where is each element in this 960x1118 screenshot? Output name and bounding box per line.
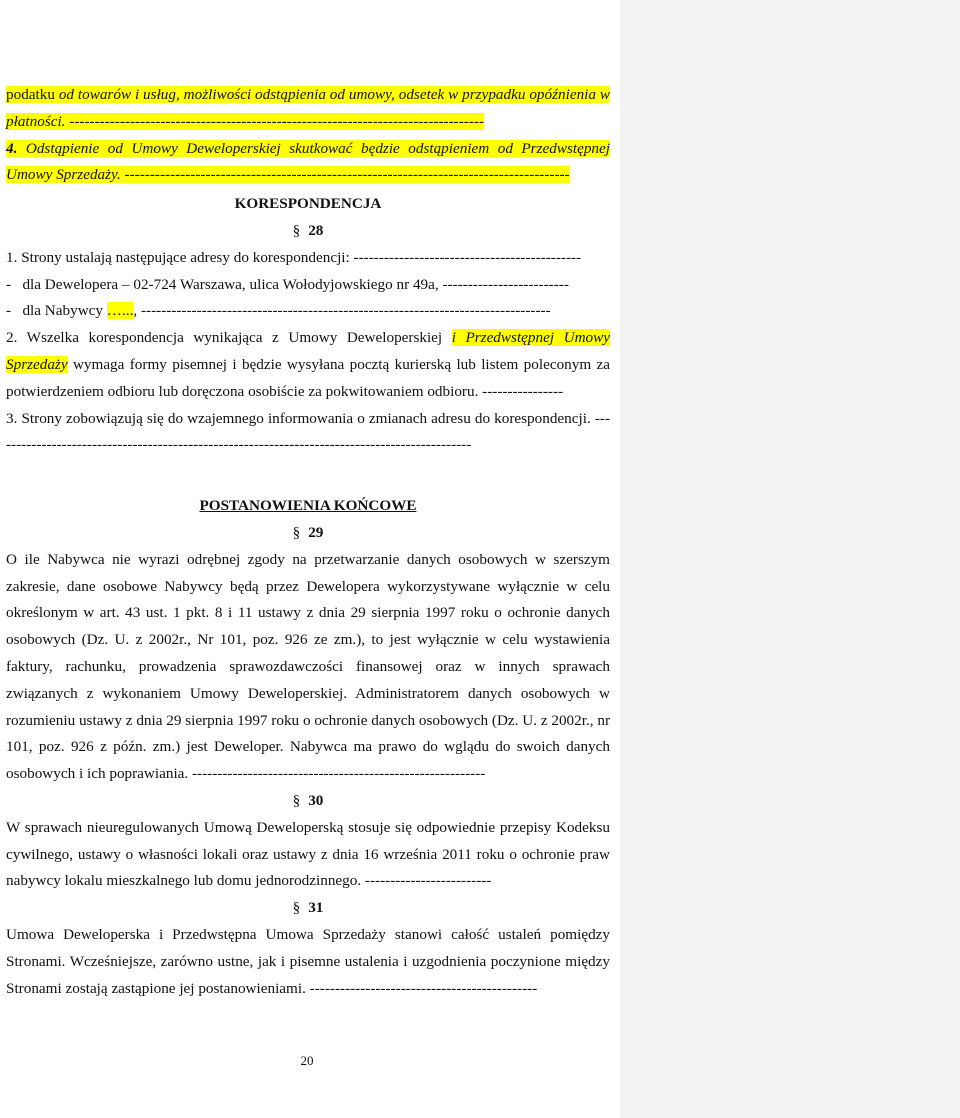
section-symbol: § xyxy=(292,791,301,809)
section-30-text: W sprawach nieuregulowanych Umową Deweloperską stosuje się odpowiednie przepisy Kodeksu cywilnego, ustawy o własności lokali oraz ustawy z dnia 16 września 2011 roku o ochronie praw nabywcy lokalu mieszkalnego lub domu jednorodzinnego. ------------------------- xyxy=(6,818,610,890)
kor-item-buyer: - dla Nabywcy …..., --------------------------------------------------------------------------------- xyxy=(6,302,551,320)
highlighted-text: podatku od towarów i usług, możliwości odstąpienia od umowy, odsetek w przypadku opóźnienia w płatności. ---------------------------------------------------------------------------------- xyxy=(6,86,611,130)
highlighted-text: 4. Odstąpienie od Umowy Deweloperskiej skutkować będzie odstąpieniem od Przedwstępnej Umowy Sprzedaży. ---------------------------------------------------------------------------------------- xyxy=(6,139,610,184)
section-symbol: § xyxy=(292,899,301,917)
heading-korespondencja: KORESPONDENCJA xyxy=(234,195,382,213)
comment-margin xyxy=(620,0,960,1118)
section-30: § 30 xyxy=(292,791,324,809)
section-symbol: § xyxy=(292,523,301,541)
section-28: § 28 xyxy=(292,221,324,239)
section-31-text: Umowa Deweloperska i Przedwstępna Umowa Sprzedaży stanowi całość ustaleń pomiędzy Stronami. Wcześniejsze, zarówno ustne, jak i pisemne ustalenia i uzgodnienia poczynione między Stronami zostają zastąpione jej postanowieniami. --------------------------------------------- xyxy=(6,925,610,997)
section-29: § 29 xyxy=(292,523,324,541)
kor-item-2: 2. Wszelka korespondencja wynikająca z Umowy Deweloperskiej i Przedwstępnej Umowy Sprzedaży wymaga formy pisemnej i będzie wysyłana pocztą kurierską lub listem poleconym za potwierdzeniem odbioru lub doręczona osobiście za pokwitowaniem odbioru. ---------------- xyxy=(6,329,611,400)
section-symbol: § xyxy=(292,221,301,239)
kor-item-developer: - dla Dewelopera – 02-724 Warszawa, ulica Wołodyjowskiego nr 49a, ------------------------- xyxy=(6,275,569,293)
kor-item-1: 1. Strony ustalają następujące adresy do korespondencji: --------------------------------------------- xyxy=(6,248,582,266)
section-31: § 31 xyxy=(292,899,324,917)
spacer xyxy=(6,459,610,493)
page-number: 20 xyxy=(300,1053,314,1068)
paragraph-top-2 xyxy=(6,136,610,190)
section-29-text: O ile Nabywca nie wyrazi odrębnej zgody na przetwarzanie danych osobowych w szerszym zakresie, dane osobowe Nabywcy będą przez Dewelopera wykorzystywane wyłącznie w celu określonym w art. 43 ust. 1 pkt. 8 i 11 ustawy z dnia 29 sierpnia 1997 roku o ochronie danych osobowych (Dz. U. z 2002r., Nr 101, poz. 926 ze zm.), to jest wyłącznie w celu wystawienia faktury, rachunku, prowadzenia sprawozdawczości finansowej oraz w innych sprawach związanych z wykonaniem Umowy Deweloperskiej. Administratorem danych osobowych w rozumieniu ustawy z dnia 29 sierpnia 1997 roku o ochronie danych osobowych (Dz. U. z 2002r., nr 101, poz. 926 z późn. zm.) jest Deweloper. Nabywca ma prawo do wglądu do swoich danych osobowych i ich poprawiania. ---------------------------------------------------------- xyxy=(6,550,610,783)
paragraph-top-1 xyxy=(6,82,610,136)
kor-item-3: 3. Strony zobowiązują się do wzajemnego informowania o zmianach adresu do korespondencji. ----------------------------------------------------------------------------------------------- xyxy=(6,409,610,454)
document-page xyxy=(6,82,610,1002)
heading-postanowienia-koncowe: POSTANOWIENIA KOŃCOWE xyxy=(199,497,417,515)
